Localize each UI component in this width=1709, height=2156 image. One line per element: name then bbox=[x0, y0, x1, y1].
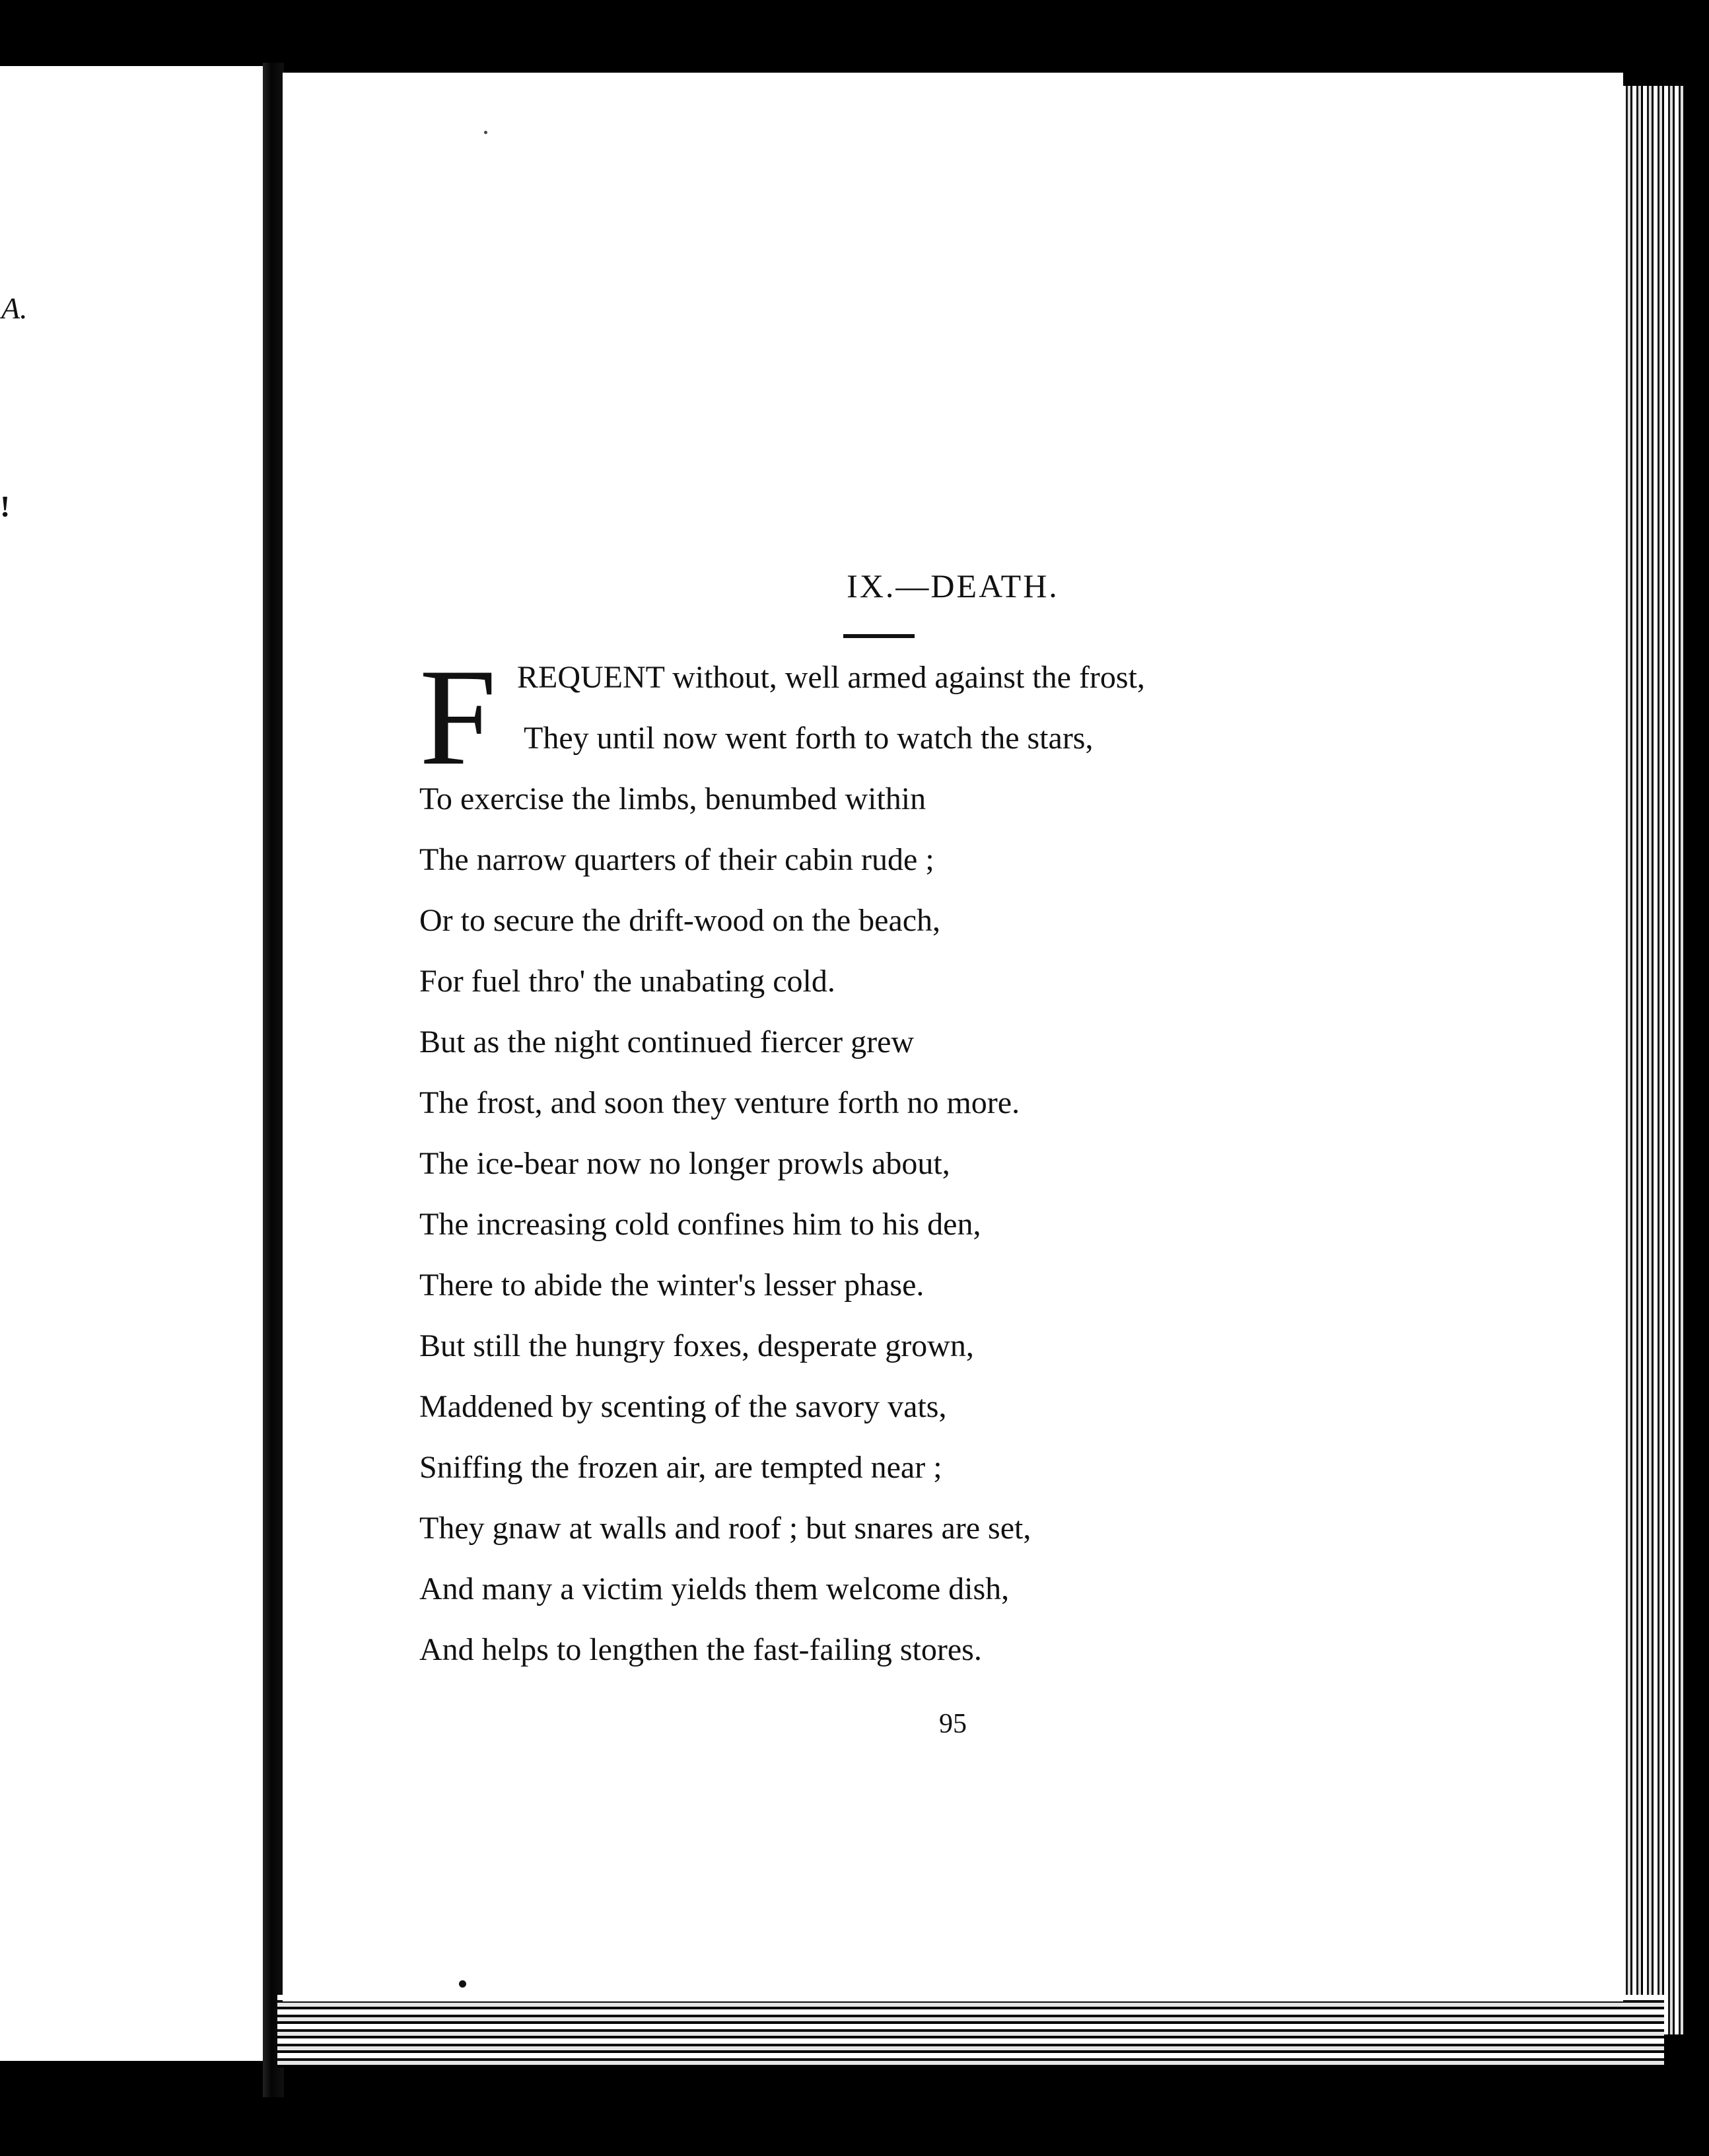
poem-line: Or to secure the drift-wood on the beach, bbox=[419, 903, 941, 938]
ink-speck bbox=[484, 131, 487, 134]
book-gutter bbox=[263, 63, 284, 2097]
left-page-text-fragment: A. bbox=[1, 291, 28, 325]
left-page bbox=[0, 66, 264, 2061]
poem-line: The increasing cold confines him to his den, bbox=[419, 1207, 981, 1242]
page-number: 95 bbox=[939, 1709, 967, 1739]
poem-line: Maddened by scenting of the savory vats, bbox=[419, 1389, 947, 1424]
drop-cap: F bbox=[419, 641, 497, 794]
poem-line: They until now went forth to watch the stars, bbox=[524, 721, 1094, 756]
title-rule bbox=[843, 634, 915, 638]
left-page-text-fragment: ! bbox=[0, 489, 11, 523]
ink-speck bbox=[459, 1980, 466, 1988]
chapter-title: IX.—DEATH. bbox=[847, 567, 1059, 604]
poem-line: For fuel thro' the unabating cold. bbox=[419, 964, 835, 999]
poem-line: The ice-bear now no longer prowls about, bbox=[419, 1146, 950, 1181]
poem-line: They gnaw at walls and roof ; but snares are set, bbox=[419, 1511, 1031, 1546]
poem-line: The narrow quarters of their cabin rude ; bbox=[419, 842, 934, 877]
poem-line: There to abide the winter's lesser phase. bbox=[419, 1268, 924, 1303]
poem-line: And many a victim yields them welcome dish, bbox=[419, 1571, 1010, 1606]
poem-line: But still the hungry foxes, desperate grown, bbox=[419, 1328, 974, 1363]
page-edges-bottom bbox=[277, 1995, 1664, 2067]
poem-line: The frost, and soon they venture forth no more. bbox=[419, 1085, 1020, 1120]
poem-line: Sniffing the frozen air, are tempted near ; bbox=[419, 1450, 942, 1485]
poem-line: And helps to lengthen the fast-failing stores. bbox=[419, 1632, 982, 1667]
poem-line: REQUENT without, well armed against the frost, bbox=[517, 660, 1145, 695]
poem-line: To exercise the limbs, benumbed within bbox=[419, 781, 926, 816]
poem-line: But as the night continued fiercer grew bbox=[419, 1024, 915, 1060]
